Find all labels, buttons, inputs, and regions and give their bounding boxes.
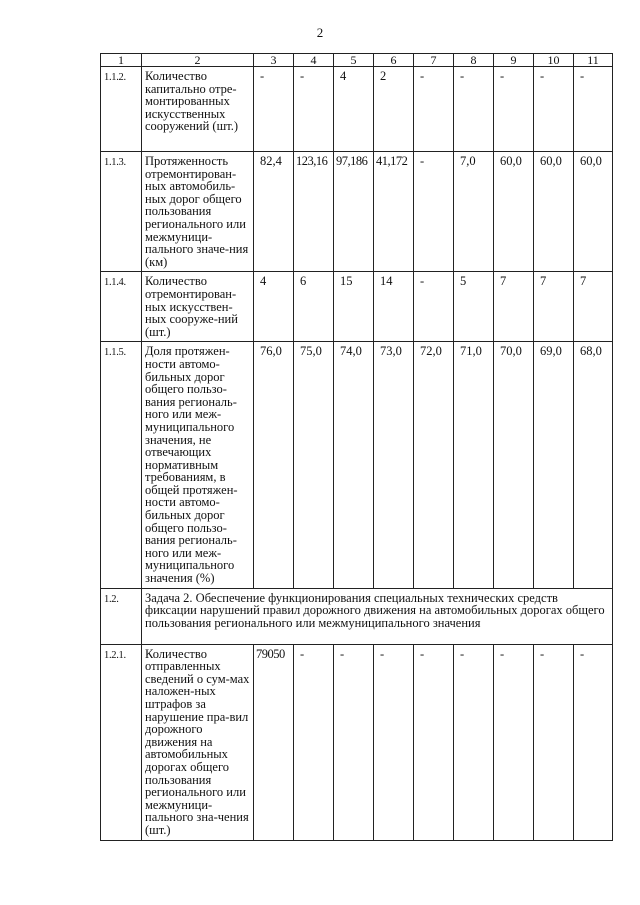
task-row bbox=[101, 588, 613, 644]
value-cell: - bbox=[534, 644, 574, 840]
value-cell: - bbox=[574, 644, 613, 840]
table-row bbox=[101, 342, 613, 588]
table-row bbox=[101, 67, 613, 152]
page-number: 2 bbox=[316, 25, 324, 40]
column-number: 3 bbox=[254, 54, 294, 67]
value-cell: 71,0 bbox=[454, 342, 494, 588]
value-cell: 75,0 bbox=[294, 342, 334, 588]
value-cell: 70,0 bbox=[494, 342, 534, 588]
value-cell: 74,0 bbox=[334, 342, 374, 588]
value-cell: 7 bbox=[534, 272, 574, 342]
value-cell: 14 bbox=[374, 272, 414, 342]
value-cell: - bbox=[454, 67, 494, 152]
column-number: 11 bbox=[574, 54, 613, 67]
value-cell: - bbox=[414, 644, 454, 840]
value-cell: 79050 bbox=[254, 644, 294, 840]
value-cell: 60,0 bbox=[534, 152, 574, 272]
value-cell: - bbox=[334, 644, 374, 840]
column-number: 9 bbox=[494, 54, 534, 67]
value-cell: 7,0 bbox=[454, 152, 494, 272]
task-number: 1.2. bbox=[101, 588, 142, 644]
value-cell: - bbox=[574, 67, 613, 152]
value-cell: 76,0 bbox=[254, 342, 294, 588]
row-indicator: Количество отправленных сведений о сум-мах наложен-ных штрафов за нарушение пра-вил дорожного движения на автомобильных дорогах общего пользования регионального или межмуници-пального зна-чения (шт.) bbox=[142, 644, 254, 840]
value-cell: 68,0 bbox=[574, 342, 613, 588]
indicators-table bbox=[100, 53, 613, 841]
column-number: 4 bbox=[294, 54, 334, 67]
value-cell: - bbox=[294, 67, 334, 152]
row-indicator: Протяженность отремонтирован-ных автомобиль-ных дорог общего пользования регионального или межмуници-пального значе-ния (км) bbox=[142, 152, 254, 272]
column-number-row bbox=[101, 54, 613, 67]
value-cell: - bbox=[534, 67, 574, 152]
value-cell: 4 bbox=[254, 272, 294, 342]
row-indicator: Доля протяжен-ности автомо-бильных дорог общего пользо-вания региональ-ного или меж-муниципального значения, не отвечающих нормативным требованиям, в общей протяжен-ности автомо-бильных дорог общего пользо-вания региональ-ного или меж-муниципального значения (%) bbox=[142, 342, 254, 588]
value-cell: - bbox=[414, 152, 454, 272]
column-number: 2 bbox=[142, 54, 254, 67]
value-cell: 7 bbox=[494, 272, 534, 342]
table-row bbox=[101, 272, 613, 342]
value-cell: - bbox=[494, 644, 534, 840]
row-number: 1.1.2. bbox=[101, 67, 142, 152]
column-number: 5 bbox=[334, 54, 374, 67]
value-cell: 69,0 bbox=[534, 342, 574, 588]
value-cell: 60,0 bbox=[494, 152, 534, 272]
value-cell: 4 bbox=[334, 67, 374, 152]
row-number: 1.1.3. bbox=[101, 152, 142, 272]
value-cell: 2 bbox=[374, 67, 414, 152]
value-cell: 7 bbox=[574, 272, 613, 342]
value-cell: - bbox=[454, 644, 494, 840]
column-number: 6 bbox=[374, 54, 414, 67]
row-indicator: Количество капитально отре-монтированных искусственных сооружений (шт.) bbox=[142, 67, 254, 152]
task-description: Задача 2. Обеспечение функционирования специальных технических средств фиксации нарушений правил дорожного движения на автомобильных дорогах общего пользования регионального или межмуниципального значения bbox=[142, 588, 613, 644]
column-number: 8 bbox=[454, 54, 494, 67]
value-cell: - bbox=[254, 67, 294, 152]
column-number: 10 bbox=[534, 54, 574, 67]
row-number: 1.1.4. bbox=[101, 272, 142, 342]
value-cell: 60,0 bbox=[574, 152, 613, 272]
row-number: 1.1.5. bbox=[101, 342, 142, 588]
value-cell: - bbox=[374, 644, 414, 840]
table-row bbox=[101, 152, 613, 272]
row-indicator: Количество отремонтирован-ных искусствен-ных сооруже-ний (шт.) bbox=[142, 272, 254, 342]
value-cell: - bbox=[494, 67, 534, 152]
value-cell: - bbox=[414, 67, 454, 152]
column-number: 7 bbox=[414, 54, 454, 67]
value-cell: 15 bbox=[334, 272, 374, 342]
value-cell: - bbox=[414, 272, 454, 342]
value-cell: 5 bbox=[454, 272, 494, 342]
value-cell: 6 bbox=[294, 272, 334, 342]
value-cell: 82,4 bbox=[254, 152, 294, 272]
value-cell: 72,0 bbox=[414, 342, 454, 588]
column-number: 1 bbox=[101, 54, 142, 67]
value-cell: 73,0 bbox=[374, 342, 414, 588]
table-row bbox=[101, 644, 613, 840]
row-number: 1.2.1. bbox=[101, 644, 142, 840]
value-cell: 123,16 bbox=[294, 152, 334, 272]
value-cell: 97,186 bbox=[334, 152, 374, 272]
value-cell: 41,172 bbox=[374, 152, 414, 272]
value-cell: - bbox=[294, 644, 334, 840]
